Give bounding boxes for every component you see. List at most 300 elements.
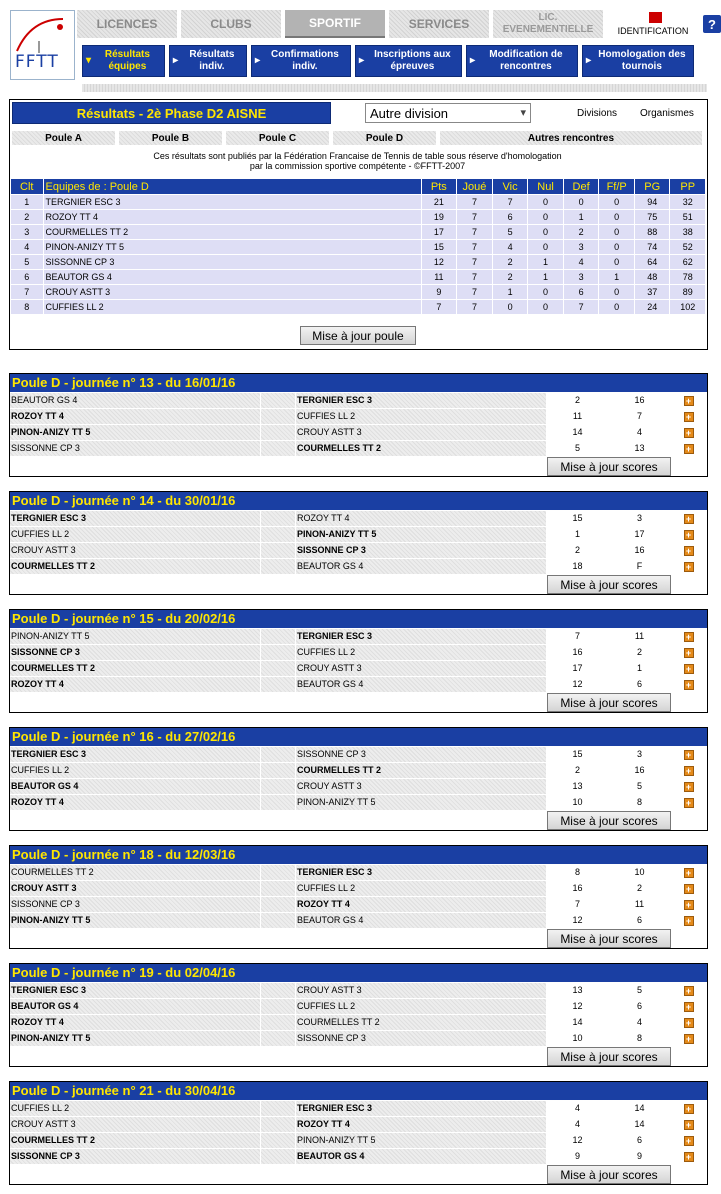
help-icon[interactable]: ? xyxy=(703,15,721,33)
home-score: 15 xyxy=(547,747,609,762)
detail-cell xyxy=(671,747,707,762)
standings-cell: 0 xyxy=(564,195,599,209)
tab-poule-b[interactable]: Poule B xyxy=(119,131,222,145)
disclaimer-line-1: Ces résultats sont publiés par la Fédération Francaise de Tennis de table sous réserve d'homologation xyxy=(153,151,562,161)
standings-row xyxy=(11,210,705,224)
match-row xyxy=(10,408,707,424)
standings-cell: 6 xyxy=(493,210,527,224)
spacer-cell xyxy=(261,747,296,762)
journee-title: Poule D - journée n° 21 - du 30/04/16 xyxy=(10,1082,707,1100)
tab-poule-c[interactable]: Poule C xyxy=(226,131,329,145)
home-score: 7 xyxy=(547,897,609,912)
tab-poule-a[interactable]: Poule A xyxy=(12,131,115,145)
home-score: 14 xyxy=(547,425,609,440)
home-score: 2 xyxy=(547,543,609,558)
home-score: 10 xyxy=(547,1031,609,1046)
expand-plus-icon[interactable]: + xyxy=(684,1002,694,1012)
detail-cell xyxy=(671,409,707,424)
home-score: 4 xyxy=(547,1117,609,1132)
away-team: PINON-ANIZY TT 5 xyxy=(296,527,547,542)
detail-cell xyxy=(671,1117,707,1132)
divisions-link[interactable]: Divisions xyxy=(577,108,618,119)
standings-cell: 17 xyxy=(422,225,456,239)
away-score: 6 xyxy=(609,999,671,1014)
standings-cell: 4 xyxy=(11,240,43,254)
spacer-cell xyxy=(261,559,296,574)
expand-plus-icon[interactable]: + xyxy=(684,664,694,674)
match-row xyxy=(10,998,707,1014)
journee-block xyxy=(9,727,708,831)
away-score: 17 xyxy=(609,527,671,542)
away-score: 11 xyxy=(609,629,671,644)
away-team: CROUY ASTT 3 xyxy=(296,779,547,794)
spacer-cell xyxy=(261,527,296,542)
home-score: 8 xyxy=(547,865,609,880)
standings-cell: 9 xyxy=(422,285,456,299)
spacer-cell xyxy=(261,409,296,424)
sub-tabs xyxy=(82,45,707,77)
team-name: COURMELLES TT 2 xyxy=(44,225,421,239)
update-scores-button[interactable]: Mise à jour scores xyxy=(547,811,671,830)
standings-cell: 1 xyxy=(493,285,527,299)
away-team: TERGNIER ESC 3 xyxy=(296,1101,547,1116)
spacer-cell xyxy=(261,1117,296,1132)
standings-cell: 75 xyxy=(635,210,669,224)
spacer-cell xyxy=(261,999,296,1014)
update-scores-button[interactable]: Mise à jour scores xyxy=(547,1165,671,1184)
home-score: 12 xyxy=(547,677,609,692)
match-row xyxy=(10,1148,707,1164)
team-name: CUFFIES LL 2 xyxy=(44,300,421,314)
expand-plus-icon[interactable]: + xyxy=(684,766,694,776)
away-score: 6 xyxy=(609,677,671,692)
spacer-cell xyxy=(261,425,296,440)
home-team: ROZOY TT 4 xyxy=(10,795,261,810)
detail-cell xyxy=(671,865,707,880)
standings-cell: 0 xyxy=(599,285,634,299)
standings-cell: 89 xyxy=(670,285,705,299)
standings-cell: 102 xyxy=(670,300,705,314)
match-row xyxy=(10,676,707,692)
tab-services[interactable]: SERVICES xyxy=(389,10,489,38)
away-team: COURMELLES TT 2 xyxy=(296,763,547,778)
journee-footer xyxy=(10,1046,707,1066)
detail-cell xyxy=(671,795,707,810)
expand-plus-icon[interactable]: + xyxy=(684,900,694,910)
match-row xyxy=(10,1132,707,1148)
away-team: CROUY ASTT 3 xyxy=(296,983,547,998)
home-team: COURMELLES TT 2 xyxy=(10,661,261,676)
away-team: ROZOY TT 4 xyxy=(296,1117,547,1132)
match-row xyxy=(10,392,707,408)
standings-cell: 0 xyxy=(493,300,527,314)
expand-plus-icon[interactable]: + xyxy=(684,750,694,760)
match-row xyxy=(10,660,707,676)
team-name: ROZOY TT 4 xyxy=(44,210,421,224)
subtab-label: ▸ xyxy=(359,55,367,66)
away-score: 2 xyxy=(609,881,671,896)
standings-cell: 2 xyxy=(493,270,527,284)
home-score: 12 xyxy=(547,913,609,928)
standings-row xyxy=(11,270,705,284)
standings-cell: 7 xyxy=(457,255,492,269)
subtab-label: Confirmations indiv. xyxy=(271,49,339,72)
expand-plus-icon[interactable]: + xyxy=(684,562,694,572)
home-team: PINON-ANIZY TT 5 xyxy=(10,629,261,644)
expand-plus-icon[interactable]: + xyxy=(684,1152,694,1162)
detail-cell xyxy=(671,999,707,1014)
standings-cell: 19 xyxy=(422,210,456,224)
chevron-down-icon: ▾ xyxy=(520,107,526,119)
expand-plus-icon[interactable]: + xyxy=(684,916,694,926)
expand-plus-icon[interactable]: + xyxy=(684,1018,694,1028)
standings-cell: 64 xyxy=(635,255,669,269)
standings-body xyxy=(11,195,705,314)
standings-cell: 2 xyxy=(11,210,43,224)
disclaimer-line-2: par la commission sportive compétente - ©FFTT-2007 xyxy=(249,161,466,171)
division-select-value: Autre division xyxy=(370,105,449,121)
spacer-cell xyxy=(261,795,296,810)
standings-header-row xyxy=(11,179,705,194)
spacer-cell xyxy=(261,897,296,912)
expand-plus-icon[interactable]: + xyxy=(684,514,694,524)
journee-title: Poule D - journée n° 15 - du 20/02/16 xyxy=(10,610,707,628)
match-row xyxy=(10,526,707,542)
match-row xyxy=(10,880,707,896)
standings-cell: 8 xyxy=(11,300,43,314)
detail-cell xyxy=(671,779,707,794)
away-score: 6 xyxy=(609,913,671,928)
standings-cell: 94 xyxy=(635,195,669,209)
spacer-cell xyxy=(261,1031,296,1046)
standings-cell: 4 xyxy=(493,240,527,254)
away-team: CROUY ASTT 3 xyxy=(296,661,547,676)
detail-cell xyxy=(671,559,707,574)
journee-footer xyxy=(10,1164,707,1184)
standings-header-cell: Ff/P xyxy=(599,179,634,194)
expand-plus-icon[interactable]: + xyxy=(684,428,694,438)
home-score: 4 xyxy=(547,1101,609,1116)
update-poule-button[interactable]: Mise à jour poule xyxy=(300,326,416,345)
standings-cell: 6 xyxy=(11,270,43,284)
subtab-label: Inscriptions aux épreuves xyxy=(374,49,451,72)
standings-cell: 7 xyxy=(457,225,492,239)
standings-cell: 2 xyxy=(564,225,599,239)
journee-title: Poule D - journée n° 19 - du 02/04/16 xyxy=(10,964,707,982)
standings-header-cell: Pts xyxy=(422,179,456,194)
poule-tabs xyxy=(12,131,706,145)
expand-plus-icon[interactable]: + xyxy=(684,986,694,996)
update-scores-button[interactable]: Mise à jour scores xyxy=(547,575,671,594)
away-team: CUFFIES LL 2 xyxy=(296,881,547,896)
standings-header-cell: Clt xyxy=(11,179,43,194)
tab-sportif[interactable]: SPORTIF xyxy=(285,10,385,38)
expand-plus-icon[interactable]: + xyxy=(684,1034,694,1044)
organismes-link[interactable]: Organismes xyxy=(640,108,694,119)
standings-cell: 0 xyxy=(599,240,634,254)
standings-cell: 78 xyxy=(670,270,705,284)
standings-cell: 7 xyxy=(457,210,492,224)
detail-cell xyxy=(671,425,707,440)
standings-row xyxy=(11,225,705,239)
standings-cell: 1 xyxy=(528,270,563,284)
away-score: 4 xyxy=(609,425,671,440)
identification-label: IDENTIFICATION xyxy=(617,26,689,36)
journee-footer xyxy=(10,810,707,830)
home-team: COURMELLES TT 2 xyxy=(10,865,261,880)
detail-cell xyxy=(671,661,707,676)
expand-plus-icon[interactable]: + xyxy=(684,412,694,422)
match-row xyxy=(10,1014,707,1030)
expand-plus-icon[interactable]: + xyxy=(684,868,694,878)
away-team: PINON-ANIZY TT 5 xyxy=(296,795,547,810)
home-team: CUFFIES LL 2 xyxy=(10,763,261,778)
home-score: 2 xyxy=(547,763,609,778)
spacer-cell xyxy=(261,441,296,456)
journee-title: Poule D - journée n° 14 - du 30/01/16 xyxy=(10,492,707,510)
standings-cell: 3 xyxy=(564,240,599,254)
expand-plus-icon[interactable]: + xyxy=(684,396,694,406)
home-team: TERGNIER ESC 3 xyxy=(10,511,261,526)
subtab-homologation-tournois[interactable] xyxy=(582,45,694,77)
expand-plus-icon[interactable]: + xyxy=(684,680,694,690)
journee-footer xyxy=(10,456,707,476)
expand-plus-icon[interactable]: + xyxy=(684,648,694,658)
match-row xyxy=(10,542,707,558)
expand-plus-icon[interactable]: + xyxy=(684,632,694,642)
match-row xyxy=(10,912,707,928)
away-team: BEAUTOR GS 4 xyxy=(296,913,547,928)
expand-plus-icon[interactable]: + xyxy=(684,444,694,454)
expand-plus-icon[interactable]: + xyxy=(684,798,694,808)
expand-plus-icon[interactable]: + xyxy=(684,546,694,556)
tab-poule-d[interactable]: Poule D xyxy=(333,131,436,145)
identification-link[interactable] xyxy=(607,10,699,38)
update-scores-button[interactable]: Mise à jour scores xyxy=(547,929,671,948)
standings-cell: 0 xyxy=(599,210,634,224)
away-score: 1 xyxy=(609,661,671,676)
standings-cell: 7 xyxy=(457,300,492,314)
standings-cell: 5 xyxy=(11,255,43,269)
expand-plus-icon[interactable]: + xyxy=(684,1136,694,1146)
away-team: ROZOY TT 4 xyxy=(296,511,547,526)
expand-plus-icon[interactable]: + xyxy=(684,884,694,894)
standings-cell: 21 xyxy=(422,195,456,209)
expand-plus-icon[interactable]: + xyxy=(684,782,694,792)
standings-cell: 0 xyxy=(528,210,563,224)
tab-autres-rencontres[interactable]: Autres rencontres xyxy=(440,131,702,145)
standings-cell: 7 xyxy=(11,285,43,299)
tab-lic-evenementielle[interactable]: LIC. EVENEMENTIELLE xyxy=(493,10,603,38)
standings-cell: 51 xyxy=(670,210,705,224)
subtab-label: ▾ xyxy=(86,55,94,66)
spacer-cell xyxy=(261,1133,296,1148)
away-score: 14 xyxy=(609,1101,671,1116)
expand-plus-icon[interactable]: + xyxy=(684,1104,694,1114)
match-row xyxy=(10,896,707,912)
standings-cell: 15 xyxy=(422,240,456,254)
page-title: Résultats - 2è Phase D2 AISNE xyxy=(12,102,331,124)
away-team: ROZOY TT 4 xyxy=(296,897,547,912)
main-tabs xyxy=(77,10,716,38)
detail-cell xyxy=(671,1101,707,1116)
journee-block xyxy=(9,1081,708,1185)
journee-footer xyxy=(10,928,707,948)
spacer-cell xyxy=(261,1015,296,1030)
away-score: 11 xyxy=(609,897,671,912)
detail-cell xyxy=(671,983,707,998)
journee-block xyxy=(9,491,708,595)
away-team: PINON-ANIZY TT 5 xyxy=(296,1133,547,1148)
subtab-label: ▸ xyxy=(173,55,181,66)
home-team: SISSONNE CP 3 xyxy=(10,1149,261,1164)
away-team: CROUY ASTT 3 xyxy=(296,425,547,440)
standings-cell: 0 xyxy=(528,225,563,239)
spacer-cell xyxy=(261,1149,296,1164)
update-scores-button[interactable]: Mise à jour scores xyxy=(547,457,671,476)
subtab-inscriptions[interactable] xyxy=(355,45,462,77)
match-row xyxy=(10,1116,707,1132)
division-select[interactable] xyxy=(365,103,531,123)
standings-cell: 0 xyxy=(599,195,634,209)
standings-cell: 0 xyxy=(528,195,563,209)
home-score: 7 xyxy=(547,629,609,644)
away-score: 7 xyxy=(609,409,671,424)
spacer-cell xyxy=(261,661,296,676)
detail-cell xyxy=(671,511,707,526)
team-name: CROUY ASTT 3 xyxy=(44,285,421,299)
away-team: TERGNIER ESC 3 xyxy=(296,865,547,880)
subtab-label: ▸ xyxy=(255,55,263,66)
journee-title: Poule D - journée n° 16 - du 27/02/16 xyxy=(10,728,707,746)
spacer-cell xyxy=(261,1101,296,1116)
standings-cell: 7 xyxy=(457,270,492,284)
journee-title: Poule D - journée n° 18 - du 12/03/16 xyxy=(10,846,707,864)
expand-plus-icon[interactable]: + xyxy=(684,530,694,540)
home-team: CROUY ASTT 3 xyxy=(10,1117,261,1132)
team-name: BEAUTOR GS 4 xyxy=(44,270,421,284)
update-scores-button[interactable]: Mise à jour scores xyxy=(547,693,671,712)
away-score: 5 xyxy=(609,983,671,998)
home-team: ROZOY TT 4 xyxy=(10,409,261,424)
match-row xyxy=(10,982,707,998)
away-score: 14 xyxy=(609,1117,671,1132)
tab-clubs[interactable]: CLUBS xyxy=(181,10,281,38)
team-name: PINON-ANIZY TT 5 xyxy=(44,240,421,254)
home-team: ROZOY TT 4 xyxy=(10,677,261,692)
detail-cell xyxy=(671,1149,707,1164)
home-team: PINON-ANIZY TT 5 xyxy=(10,425,261,440)
standings-cell: 11 xyxy=(422,270,456,284)
away-score: 9 xyxy=(609,1149,671,1164)
standings-row xyxy=(11,195,705,209)
update-scores-button[interactable]: Mise à jour scores xyxy=(547,1047,671,1066)
home-team: SISSONNE CP 3 xyxy=(10,441,261,456)
away-team: COURMELLES TT 2 xyxy=(296,441,547,456)
standings-header-cell: PG xyxy=(635,179,669,194)
home-team: BEAUTOR GS 4 xyxy=(10,393,261,408)
away-score: 13 xyxy=(609,441,671,456)
subtab-label: ▸ xyxy=(470,55,478,66)
away-score: 8 xyxy=(609,1031,671,1046)
home-score: 12 xyxy=(547,1133,609,1148)
home-team: PINON-ANIZY TT 5 xyxy=(10,1031,261,1046)
home-score: 5 xyxy=(547,441,609,456)
spacer-cell xyxy=(261,629,296,644)
away-score: 16 xyxy=(609,763,671,778)
standings-cell: 0 xyxy=(599,300,634,314)
journee-block xyxy=(9,963,708,1067)
away-score: 4 xyxy=(609,1015,671,1030)
standings-cell: 0 xyxy=(528,285,563,299)
home-team: SISSONNE CP 3 xyxy=(10,897,261,912)
detail-cell xyxy=(671,897,707,912)
spacer-cell xyxy=(261,881,296,896)
home-score: 12 xyxy=(547,999,609,1014)
standings-cell: 5 xyxy=(493,225,527,239)
standings-cell: 62 xyxy=(670,255,705,269)
away-score: 16 xyxy=(609,393,671,408)
detail-cell xyxy=(671,1031,707,1046)
expand-plus-icon[interactable]: + xyxy=(684,1120,694,1130)
away-team: COURMELLES TT 2 xyxy=(296,1015,547,1030)
subtab-label: Homologation des tournois xyxy=(598,49,686,72)
team-name: SISSONNE CP 3 xyxy=(44,255,421,269)
match-row xyxy=(10,424,707,440)
match-row xyxy=(10,778,707,794)
standings-header-cell: Vic xyxy=(493,179,527,194)
standings-row xyxy=(11,300,705,314)
detail-cell xyxy=(671,441,707,456)
subtab-modification-rencontres[interactable] xyxy=(466,45,578,77)
away-team: BEAUTOR GS 4 xyxy=(296,559,547,574)
journee-title: Poule D - journée n° 13 - du 16/01/16 xyxy=(10,374,707,392)
standings-cell: 2 xyxy=(493,255,527,269)
detail-cell xyxy=(671,645,707,660)
away-score: 6 xyxy=(609,1133,671,1148)
tab-licences[interactable]: LICENCES xyxy=(77,10,177,38)
match-row xyxy=(10,628,707,644)
subtab-resultats-equipes[interactable] xyxy=(82,45,165,77)
home-team: BEAUTOR GS 4 xyxy=(10,999,261,1014)
home-team: TERGNIER ESC 3 xyxy=(10,983,261,998)
standings-cell: 38 xyxy=(670,225,705,239)
standings-header-cell: Joué xyxy=(457,179,492,194)
fftt-logo[interactable] xyxy=(10,10,75,80)
subtab-label: Résultats équipes xyxy=(104,49,150,72)
away-team: CUFFIES LL 2 xyxy=(296,999,547,1014)
standings-cell: 7 xyxy=(422,300,456,314)
spacer-cell xyxy=(261,645,296,660)
subtab-resultats-indiv[interactable] xyxy=(169,45,247,77)
match-row xyxy=(10,510,707,526)
journee-footer xyxy=(10,574,707,594)
standings-cell: 7 xyxy=(493,195,527,209)
spacer-cell xyxy=(261,393,296,408)
away-team: BEAUTOR GS 4 xyxy=(296,1149,547,1164)
standings-row xyxy=(11,240,705,254)
standings-cell: 88 xyxy=(635,225,669,239)
journee-footer xyxy=(10,692,707,712)
spacer-cell xyxy=(261,865,296,880)
standings-cell: 37 xyxy=(635,285,669,299)
match-row xyxy=(10,746,707,762)
match-row xyxy=(10,1030,707,1046)
spacer-cell xyxy=(261,677,296,692)
subtab-confirmations-indiv[interactable] xyxy=(251,45,351,77)
home-score: 15 xyxy=(547,511,609,526)
subtab-label: Modification de rencontres xyxy=(489,49,563,72)
